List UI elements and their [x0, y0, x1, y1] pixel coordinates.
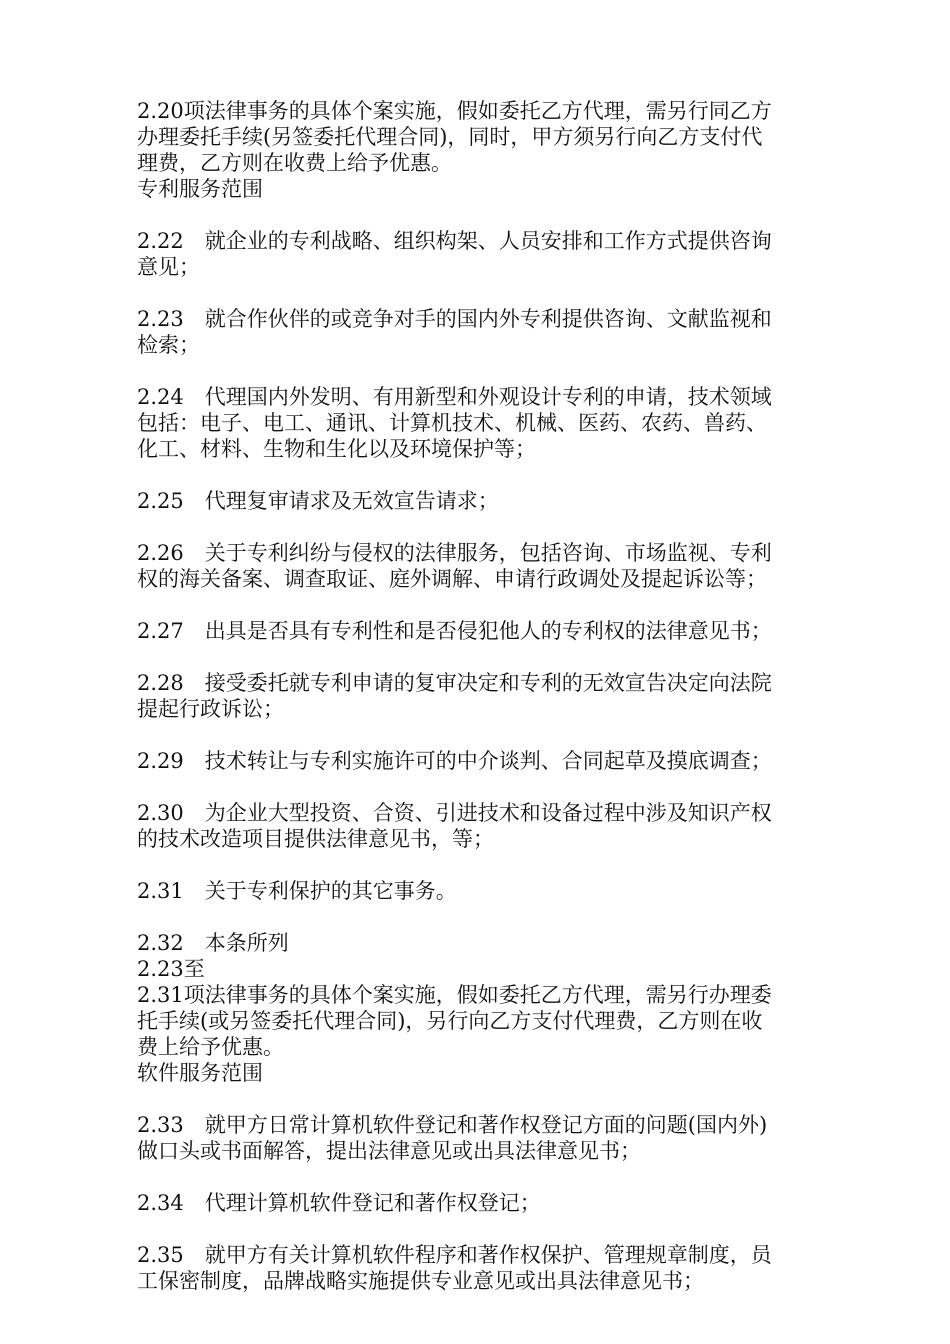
blank-line	[137, 644, 817, 670]
blank-line	[137, 1216, 817, 1242]
blank-line	[137, 852, 817, 878]
text-line: 包括：电子、电工、通讯、计算机技术、机械、医药、农药、兽药、	[137, 411, 767, 435]
blank-line	[137, 1086, 817, 1112]
document-body	[137, 98, 817, 1294]
text-line: 2.31 关于专利保护的其它事务。	[137, 879, 457, 903]
text-line: 2.33 就甲方日常计算机软件登记和著作权登记方面的问题(国内外)	[137, 1113, 768, 1137]
blank-line	[137, 1164, 817, 1190]
blank-line	[137, 904, 817, 930]
text-line: 2.23 就合作伙伴的或竞争对手的国内外专利提供咨询、文献监视和	[137, 307, 772, 331]
text-line: 2.28 接受委托就专利申请的复审决定和专利的无效宣告决定向法院	[137, 671, 772, 695]
text-line: 2.29 技术转让与专利实施许可的中介谈判、合同起草及摸底调查；	[137, 749, 772, 773]
text-line: 提起行政诉讼；	[137, 697, 284, 721]
blank-line	[137, 514, 817, 540]
text-line: 检索；	[137, 333, 200, 357]
text-line: 2.22 就企业的专利战略、组织构架、人员安排和工作方式提供咨询	[137, 229, 772, 253]
blank-line	[137, 280, 817, 306]
text-line: 2.34 代理计算机软件登记和著作权登记；	[137, 1191, 541, 1215]
text-line: 的技术改造项目提供法律意见书，等；	[137, 827, 494, 851]
text-line: 费上给予优惠。	[137, 1035, 284, 1059]
blank-line	[137, 358, 817, 384]
text-line: 2.24 代理国内外发明、有用新型和外观设计专利的申请，技术领域	[137, 385, 772, 409]
blank-line	[137, 722, 817, 748]
text-line: 软件服务范围	[137, 1061, 263, 1085]
text-line: 2.30 为企业大型投资、合资、引进技术和设备过程中涉及知识产权	[137, 801, 772, 825]
text-line: 办理委托手续(另签委托代理合同)，同时，甲方须另行向乙方支付代	[137, 125, 763, 149]
text-line: 专利服务范围	[137, 177, 263, 201]
text-line: 2.32 本条所列	[137, 931, 289, 955]
text-line: 2.27 出具是否具有专利性和是否侵犯他人的专利权的法律意见书；	[137, 619, 772, 643]
blank-line	[137, 462, 817, 488]
text-line: 2.35 就甲方有关计算机软件程序和著作权保护、管理规章制度，员	[137, 1243, 772, 1267]
text-line: 做口头或书面解答，提出法律意见或出具法律意见书；	[137, 1139, 641, 1163]
blank-line	[137, 774, 817, 800]
blank-line	[137, 202, 817, 228]
text-line: 化工、材料、生物和生化以及环境保护等；	[137, 437, 536, 461]
text-line: 意见；	[137, 255, 200, 279]
text-line: 2.25 代理复审请求及无效宣告请求；	[137, 489, 499, 513]
text-line: 托手续(或另签委托代理合同)，另行向乙方支付代理费，乙方则在收	[137, 1009, 763, 1033]
text-line: 理费，乙方则在收费上给予优惠。	[137, 151, 452, 175]
blank-line	[137, 592, 817, 618]
text-line: 工保密制度，品牌战略实施提供专业意见或出具法律意见书；	[137, 1269, 704, 1293]
text-line: 2.20项法律事务的具体个案实施，假如委托乙方代理，需另行同乙方	[137, 99, 772, 123]
text-line: 2.31项法律事务的具体个案实施，假如委托乙方代理，需另行办理委	[137, 983, 772, 1007]
text-line: 权的海关备案、调查取证、庭外调解、申请行政调处及提起诉讼等；	[137, 567, 767, 591]
text-line: 2.26 关于专利纠纷与侵权的法律服务，包括咨询、市场监视、专利	[137, 541, 772, 565]
text-line: 2.23至	[137, 957, 205, 981]
